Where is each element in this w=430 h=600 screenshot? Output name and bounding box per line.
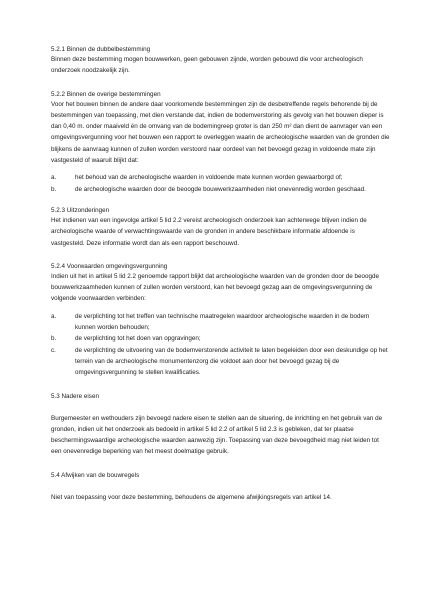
heading-5-2-3: 5.2.3 Uitzonderingen xyxy=(51,206,110,214)
list-marker: b. xyxy=(51,185,57,193)
list-text: de verplichting de uitvoering van de bodemverstorende activiteit te laten begeleiden door een deskundige op het terrein van de archeologische monumentenzorg die voldoet aan door het bevoegd gezag bij de omgevingsvergunning te stellen kwalificaties. xyxy=(75,346,388,377)
list-item xyxy=(51,172,390,183)
list-5-2-2 xyxy=(51,172,390,195)
list-text: de verplichting tot het treffen van technische maatregelen waardoor archeologische waarden in de bodem kunnen worden behouden; xyxy=(75,312,370,332)
paragraph-5-4: Niet van toepassing voor deze bestemming, behoudens de algemene afwijkingsregels van artikel 14. xyxy=(51,493,332,501)
list-item xyxy=(51,345,390,379)
heading-5-3: 5.3 Nadere eisen xyxy=(51,392,99,400)
heading-5-4: 5.4 Afwijken van de bouwregels xyxy=(51,471,140,479)
heading-5-2-2: 5.2.2 Binnen de overige bestemmingen xyxy=(51,90,161,98)
list-marker: b. xyxy=(51,335,57,343)
list-text: het behoud van de archeologische waarden in voldoende mate kunnen worden gewaarborgd of; xyxy=(75,174,343,182)
heading-5-2-1: 5.2.1 Binnen de dubbelbestemming xyxy=(51,46,151,53)
list-item xyxy=(51,311,390,334)
list-marker: a. xyxy=(51,174,57,182)
list-marker: c. xyxy=(51,346,56,354)
paragraph-5-2-4: Indien uit het in artikel 5 lid 2.2 genoemde rapport blijkt dat archeologische waarden van de gronden door de beoogde bouwwerkzaamheden kunnen of zullen worden verstoord, kan het bevoegd gezag aan de omgevingsvergunning de volgende voorwaarden verbinden: xyxy=(51,272,380,303)
list-5-2-4 xyxy=(51,311,390,379)
list-text: de verplichting tot het doen van opgravingen; xyxy=(75,335,201,343)
heading-5-2-4: 5.2.4 Voorwaarden omgevingsvergunning xyxy=(51,262,168,270)
paragraph-5-2-2: Voor het bouwen binnen de andere daar voorkomende bestemmingen zijn de desbetreffende regels behorende bij de bestemmingen van toepassing, met dien verstande dat, indien de bodemverstoring als gevolg van het bouwen dieper is dan 0,40 m. onder maaiveld én de omvang van de bodemingreep groter is dan 250 m² dan dient de aanvrager van een omgevingsvergunning voor het bouwen een rapport te overleggen waarin de archeologische waarden van de gronden die blijkens de aanvraag kunnen of zullen worden verstoord naar oordeel van het bevoegd gezag in voldoende mate zijn vastgesteld of waaruit blijkt dat: xyxy=(51,100,390,165)
list-item xyxy=(51,333,390,344)
list-item xyxy=(51,184,390,195)
list-marker: a. xyxy=(51,312,57,320)
paragraph-5-2-3: Het indienen van een ingevolge artikel 5 lid 2.2 vereist archeologisch onderzoek kan achterwege blijven indien de archeologische waarde of verwachtingswaarde van de gronden in andere beschikbare informatie afdoende is vastgesteld. Deze informatie wordt dan als een rapport beschouwd. xyxy=(51,216,367,247)
paragraph-5-2-1: Binnen deze bestemming mogen bouwwerken, geen gebouwen zijnde, worden gebouwd die voor archeologisch onderzoek noodzakelijk zijn. xyxy=(51,56,363,75)
list-text: de archeologische waarden door de beoogde bouwwerkzaamheden niet onevenredig worden geschaad. xyxy=(75,185,366,193)
paragraph-5-3: Burgemeester en wethouders zijn bevoegd nadere eisen te stellen aan de situering, de inrichting en het gebruik van de gronden, indien uit het onderzoek als bedoeld in artikel 5 lid 2.2 of artikel 5 lid 2.3 is gebleken, dat ter plaatse beschermingswaardige archeologische waarden aanwezig zijn. Toepassing van deze bevoegdheid mag niet leiden tot een onevenredige beperking van het meest doelmatige gebruik. xyxy=(51,414,383,456)
